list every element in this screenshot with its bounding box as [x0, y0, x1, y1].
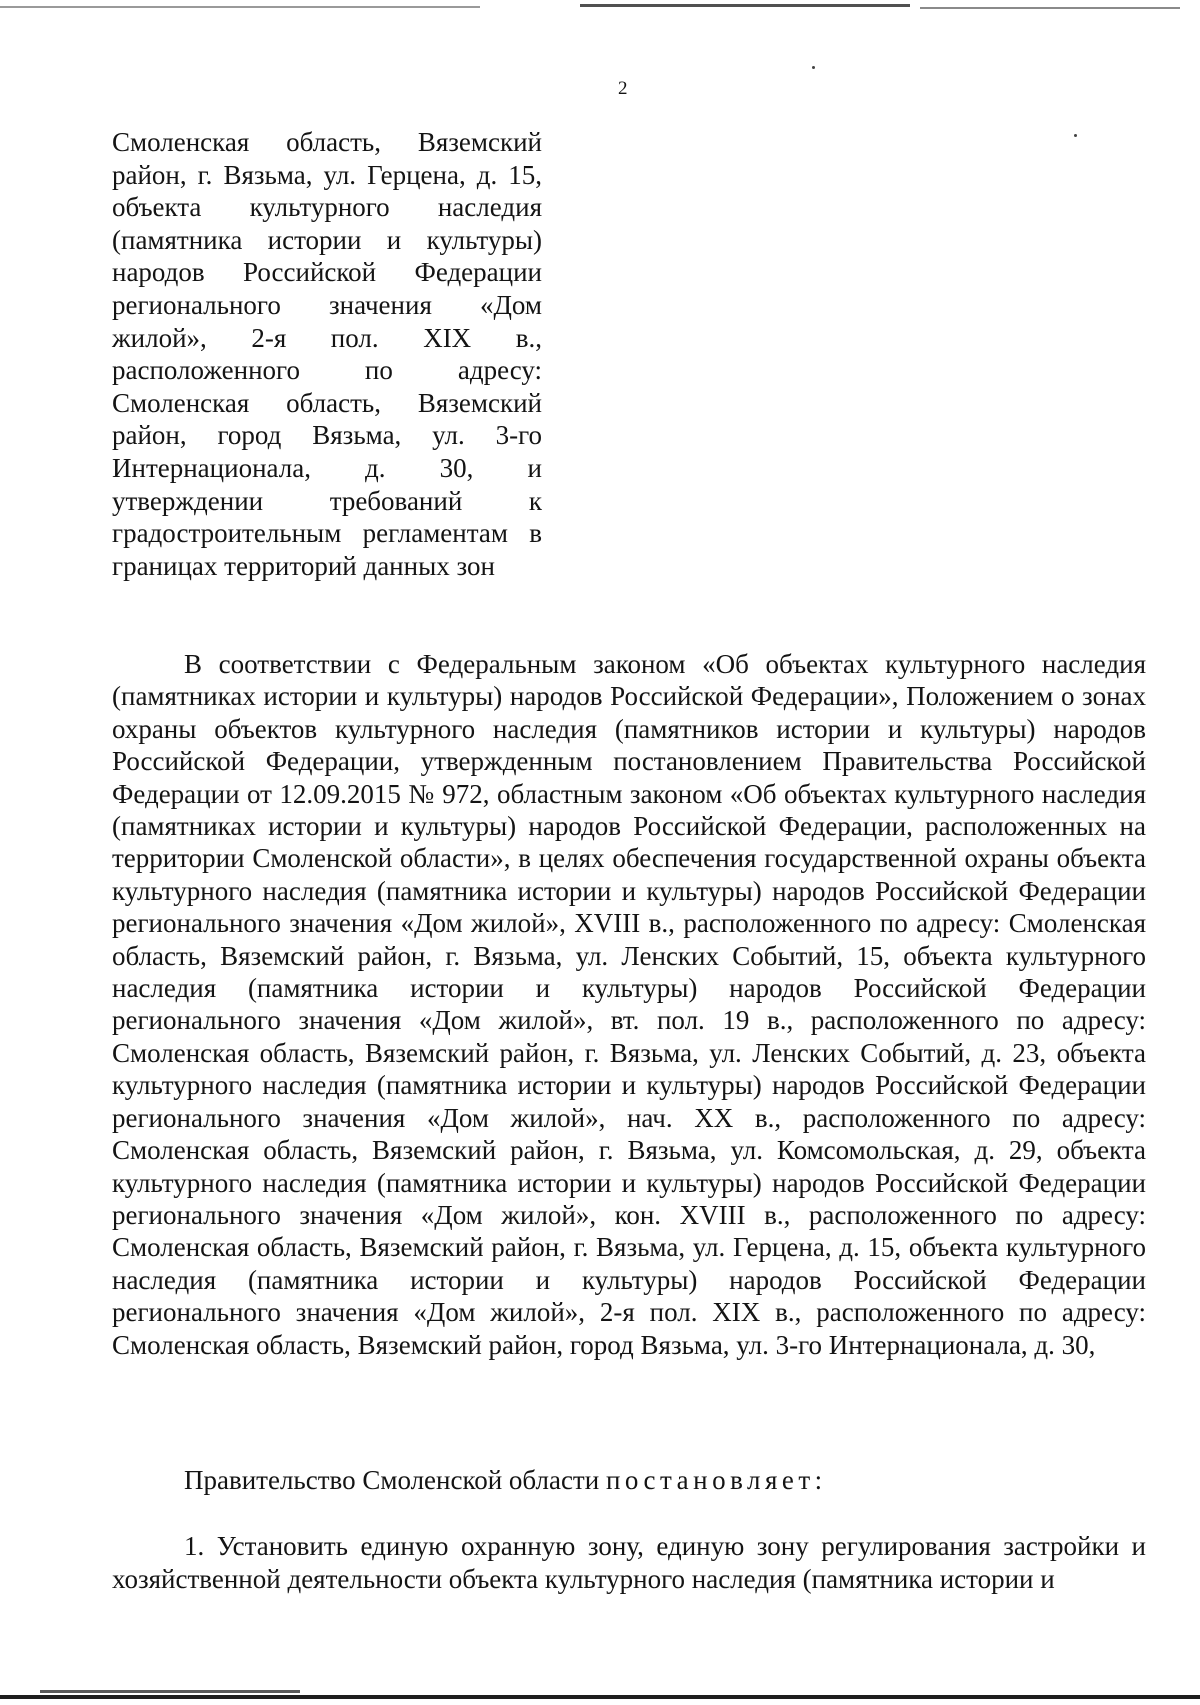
scan-speck: [812, 66, 815, 69]
resolution-subject: Правительство Смоленской области: [184, 1465, 606, 1495]
resolution-line: [184, 1464, 1084, 1497]
scan-artifact-top-line: [920, 7, 1180, 9]
preamble-paragraph: В соответствии с Федеральным законом «Об объектах культурного наследия (памятниках истории и культуры) народов Российской Федерации», Положением о зонах охраны объектов культурного наследия (памятников истории и культуры) народов Российской Федерации, утвержденным постановлением Правительства Российской Федерации от 12.09.2015 № 972, областным законом «Об объектах культурного наследия (памятниках истории и культуры) народов Российской Федерации, расположенных на территории Смоленской области», в целях обеспечения государственной охраны объекта культурного наследия (памятника истории и культуры) народов Российской Федерации регионального значения «Дом жилой», XVIII в., расположенного по адресу: Смоленская область, Вяземский район, г. Вязьма, ул. Ленских Событий, 15, объекта культурного наследия (памятника истории и культуры) народов Российской Федерации регионального значения «Дом жилой», вт. пол. 19 в., расположенного по адресу: Смоленская область, Вяземский район, г. Вязьма, ул. Ленских Событий, д. 23, объекта культурного наследия (памятника истории и культуры) народов Российской Федерации регионального значения «Дом жилой», нач. XX в., расположенного по адресу: Смоленская область, Вяземский район, г. Вязьма, ул. Комсомольская, д. 29, объекта культурного наследия (памятника истории и культуры) народов Российской Федерации регионального значения «Дом жилой», кон. XVIII в., расположенного по адресу: Смоленская область, Вяземский район, г. Вязьма, ул. Герцена, д. 15, объекта культурного наследия (памятника истории и культуры) народов Российской Федерации регионального значения «Дом жилой», 2-я пол. XIX в., расположенного по адресу: Смоленская область, Вяземский район, город Вязьма, ул. 3-го Интернационала, д. 30,: [112, 649, 1146, 1360]
page-number: 2: [618, 78, 628, 99]
document-title-block: Смоленская область, Вяземский район, г. Вязьма, ул. Герцена, д. 15, объекта культурного наследия (памятника истории и культуры) народов Российской Федерации регионального значения «Дом жилой», 2-я пол. XIX в., расположенного по адресу: Смоленская область, Вяземский район, город Вязьма, ул. 3-го Интернационала, д. 30, и утверждении требований к градостроительным регламентам в границах территорий данных зон: [112, 127, 542, 581]
scan-artifact-top-line: [580, 4, 910, 7]
scan-artifact-top-line: [0, 6, 480, 8]
numbered-point: 1. Установить единую охранную зону, единую зону регулирования застройки и хозяйственной деятельности объекта культурного наследия (памятника истории и: [112, 1531, 1146, 1594]
scan-speck: [1074, 134, 1077, 137]
resolution-verb: постановляет:: [605, 1465, 827, 1495]
scan-artifact-bottom-line: [0, 1695, 1200, 1699]
scan-artifact-bottom-line: [40, 1690, 300, 1693]
